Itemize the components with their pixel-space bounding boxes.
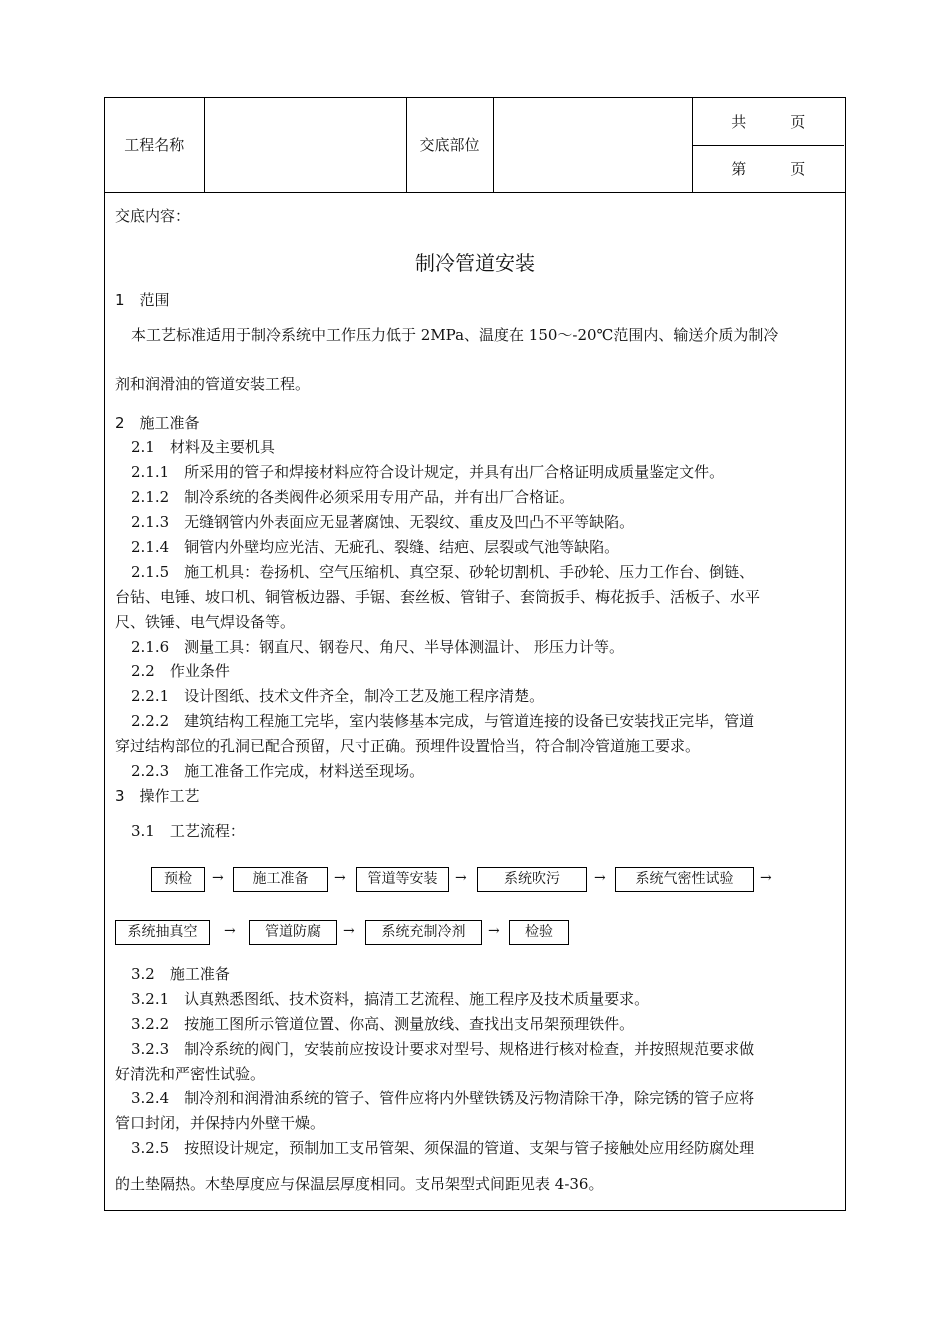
flow-step-air-tightness-test: 系统气密性试验	[615, 867, 754, 892]
item-2-1-5-line-1: 2.1.5 施工机具：卷扬机、空气压缩机、真空泵、砂轮切割机、手砂轮、压力工作台、倒链、	[131, 563, 755, 581]
item-2-1: 2.1 材料及主要机具	[131, 438, 275, 456]
section-2-heading: 2 施工准备	[115, 414, 200, 432]
flow-step-anticorrosion: 管道防腐	[249, 920, 337, 945]
document-frame	[104, 97, 846, 1211]
item-2-1-1: 2.1.1 所采用的管子和焊接材料应符合设计规定，并具有出厂合格证明成质量鉴定文件。	[131, 463, 725, 481]
page-number-suffix: 页	[790, 160, 806, 178]
page-number-cell	[692, 145, 844, 192]
item-3-2-2: 3.2.2 按施工图所示管道位置、你高、测量放线、查找出支吊架预理铁件。	[131, 1015, 635, 1033]
flow-arrow: →	[594, 870, 606, 886]
document-title: 制冷管道安装	[415, 251, 535, 275]
item-3-2-4-line-2: 管口封闭，并保持内外壁干燥。	[115, 1114, 326, 1132]
project-name-label: 工程名称	[105, 98, 204, 192]
item-2-1-4: 2.1.4 铜管内外壁均应光洁、无疵孔、裂缝、结疤、层裂或气池等缺陷。	[131, 538, 620, 556]
location-label: 交底部位	[406, 98, 493, 192]
item-3-1: 3.1 工艺流程：	[131, 822, 245, 840]
flow-step-refrigerant-charge: 系统充制冷剂	[365, 920, 482, 945]
item-2-2: 2.2 作业条件	[131, 662, 230, 680]
flow-arrow: →	[488, 923, 500, 939]
item-2-2-2-line-1: 2.2.2 建筑结构工程施工完毕，室内装修基本完成，与管道连接的设备已安装找正完毕，管道	[131, 712, 755, 730]
flow-step-vacuum: 系统抽真空	[115, 920, 210, 945]
total-pages-suffix: 页	[790, 112, 806, 131]
item-2-1-5-line-3: 尺、铁锤、电气焊设备等。	[115, 613, 296, 631]
item-2-1-6: 2.1.6 测量工具：钢直尺、钢卷尺、角尺、半导体测温计、 形压力计等。	[131, 638, 624, 656]
flow-step-blow-off: 系统吹污	[477, 867, 587, 892]
section-3-heading: 3 操作工艺	[115, 787, 200, 805]
item-3-2: 3.2 施工准备	[131, 965, 230, 983]
item-3-2-5-line-2: 的土垫隔热。木垫厚度应与保温层厚度相同。支吊架型式间距见表 4-36。	[115, 1175, 604, 1193]
total-pages-cell	[692, 98, 844, 145]
flow-arrow: →	[343, 923, 355, 939]
item-3-2-3-line-1: 3.2.3 制冷系统的阀门，安装前应按设计要求对型号、规格进行核对检查，并按照规范要求做	[131, 1040, 755, 1058]
item-2-1-5-line-2: 台钻、电锤、坡口机、铜管板边器、手锯、套丝板、管钳子、套筒扳手、梅花扳手、活板子、水平	[115, 588, 761, 606]
total-pages-prefix: 共	[731, 112, 747, 131]
flow-step-preparation: 施工准备	[233, 867, 328, 892]
section-1-paragraph-line-1: 本工艺标准适用于制冷系统中工作压力低于 2MPa、温度在 150～-20℃范围内、输送介质为制冷	[131, 326, 779, 344]
item-3-2-5-line-1: 3.2.5 按照设计规定，预制加工支吊管架、须保温的管道、支架与管子接触处应用经防腐处理	[131, 1139, 755, 1157]
content-area	[105, 192, 845, 1210]
content-label: 交底内容：	[115, 207, 191, 225]
flow-arrow: →	[334, 870, 346, 886]
item-2-1-3: 2.1.3 无缝钢管内外表面应无显著腐蚀、无裂纹、重皮及凹凸不平等缺陷。	[131, 513, 635, 531]
page-number-prefix: 第	[731, 160, 747, 178]
section-1-heading: 1 范围	[115, 291, 170, 309]
item-3-2-3-line-2: 好清洗和严密性试验。	[115, 1065, 266, 1083]
flow-step-inspection: 检验	[509, 920, 569, 945]
flow-arrow: →	[455, 870, 467, 886]
item-2-2-3: 2.2.3 施工准备工作完成，材料送至现场。	[131, 762, 425, 780]
location-value	[493, 98, 692, 192]
item-2-1-2: 2.1.2 制冷系统的各类阀件必须采用专用产品，并有出厂合格证。	[131, 488, 575, 506]
item-3-2-1: 3.2.1 认真熟悉图纸、技术资料，搞清工艺流程、施工程序及技术质量要求。	[131, 990, 650, 1008]
flow-step-pipe-install: 管道等安装	[356, 867, 449, 892]
project-name-value	[204, 98, 406, 192]
item-2-2-1: 2.2.1 设计图纸、技术文件齐全，制冷工艺及施工程序清楚。	[131, 687, 545, 705]
flow-arrow: →	[212, 870, 224, 886]
flow-arrow: →	[760, 870, 772, 886]
flow-arrow: →	[224, 923, 236, 939]
flow-step-precheck: 预检	[151, 867, 205, 892]
item-2-2-2-line-2: 穿过结构部位的孔洞已配合预留，尺寸正确。预埋件设置恰当，符合制冷管道施工要求。	[115, 737, 701, 755]
header-table	[105, 98, 844, 193]
section-1-paragraph-line-2: 剂和润滑油的管道安装工程。	[115, 375, 311, 393]
item-3-2-4-line-1: 3.2.4 制冷剂和润滑油系统的管子、管件应将内外壁铁锈及污物清除干净，除完锈的管子应将	[131, 1089, 755, 1107]
